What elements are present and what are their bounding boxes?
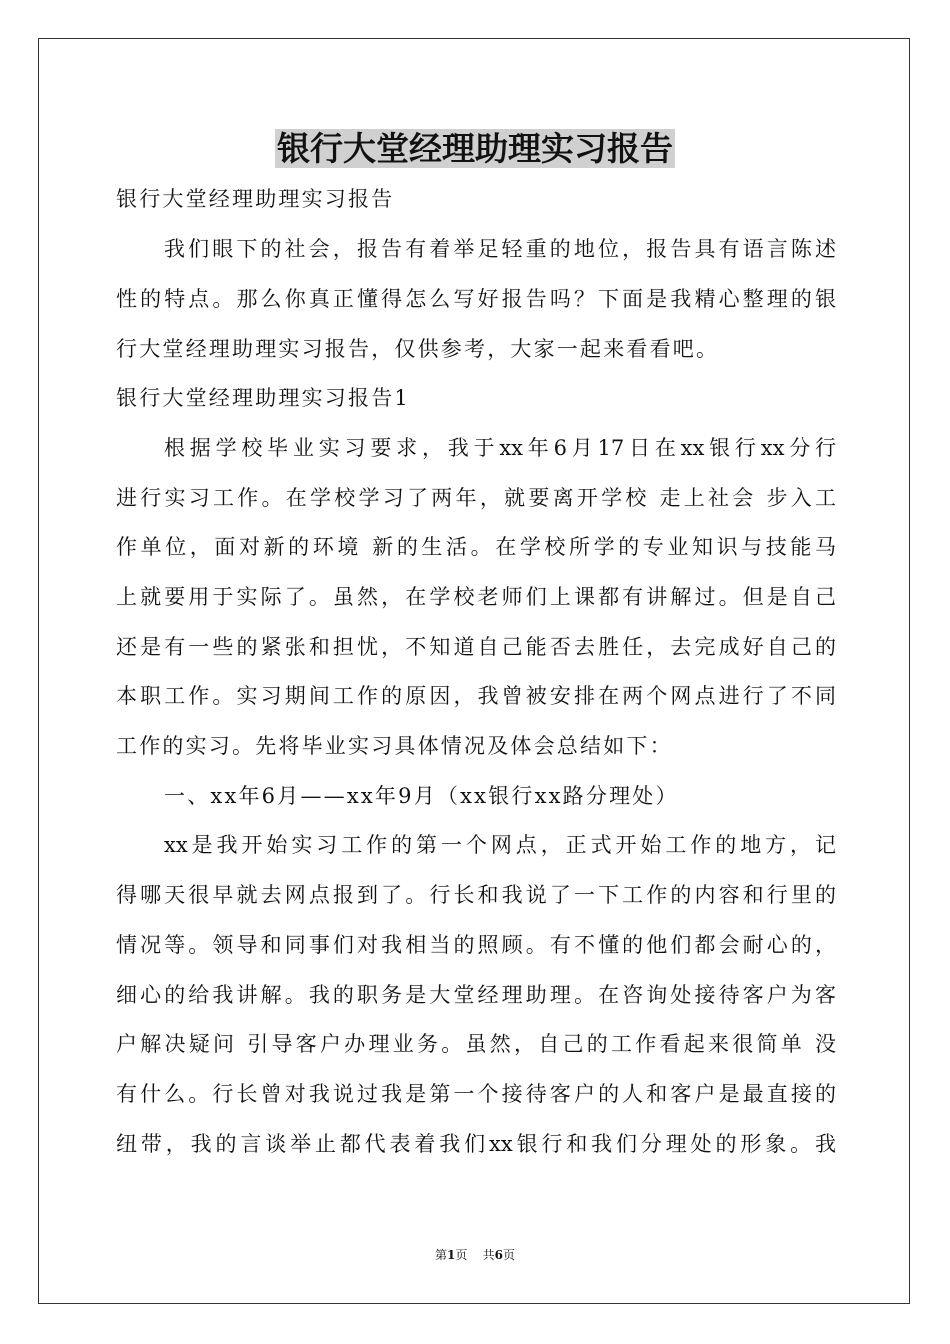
paragraph-line: 行大堂经理助理实习报告，仅供参考，大家一起来看看吧。 [116, 337, 720, 361]
page-total: 共6页 [482, 1248, 516, 1262]
paragraph-line: 根据学校毕业实习要求，我于xx年6月17日在xx银行xx分行 [164, 436, 836, 460]
paragraph-line: 本职工作。实习期间工作的原因，我曾被安排在两个网点进行了不同 [116, 684, 836, 708]
paragraph-line: xx是我开始实习工作的第一个网点，正式开始工作的地方，记 [164, 833, 836, 857]
section-heading: 银行大堂经理助理实习报告1 [116, 386, 410, 410]
paragraph-line: 纽带，我的言谈举止都代表着我们xx银行和我们分理处的形象。我 [116, 1132, 836, 1156]
paragraph-line: 进行实习工作。在学校学习了两年，就要离开学校 走上社会 步入工 [116, 486, 836, 510]
paragraph-line: 我们眼下的社会，报告有着举足轻重的地位，报告具有语言陈述 [164, 237, 836, 261]
document-title: 银行大堂经理助理实习报告 [277, 129, 673, 168]
page-border [38, 38, 910, 1304]
paragraph-line: 还是有一些的紧张和担忧，不知道自己能否去胜任，去完成好自己的 [116, 635, 836, 659]
page-footer [0, 1247, 950, 1263]
paragraph-line: 作单位，面对新的环境 新的生活。在学校所学的专业知识与技能马 [116, 535, 836, 559]
subtitle-line: 银行大堂经理助理实习报告 [116, 187, 395, 211]
paragraph-line: 工作的实习。先将毕业实习具体情况及体会总结如下： [116, 734, 673, 758]
paragraph-line: 性的特点。那么你真正懂得怎么写好报告吗？下面是我精心整理的银 [116, 287, 836, 311]
paragraph-line: 户解决疑问 引导客户办理业务。虽然，自己的工作看起来很简单 没 [116, 1032, 836, 1056]
paragraph-line: 得哪天很早就去网点报到了。行长和我说了一下工作的内容和行里的 [116, 883, 836, 907]
paragraph-line: 有什么。行长曾对我说过我是第一个接待客户的人和客户是最直接的 [116, 1082, 836, 1106]
page-number: 第1页 [434, 1248, 468, 1262]
paragraph-line: 上就要用于实际了。虽然，在学校老师们上课都有讲解过。但是自己 [116, 585, 836, 609]
subsection-heading: 一、xx年6月——xx年9月（xx银行xx路分理处） [164, 784, 679, 808]
paragraph-line: 细心的给我讲解。我的职务是大堂经理助理。在咨询处接待客户为客 [116, 983, 836, 1007]
paragraph-line: 情况等。领导和同事们对我相当的照顾。有不懂的他们都会耐心的， [116, 933, 836, 957]
